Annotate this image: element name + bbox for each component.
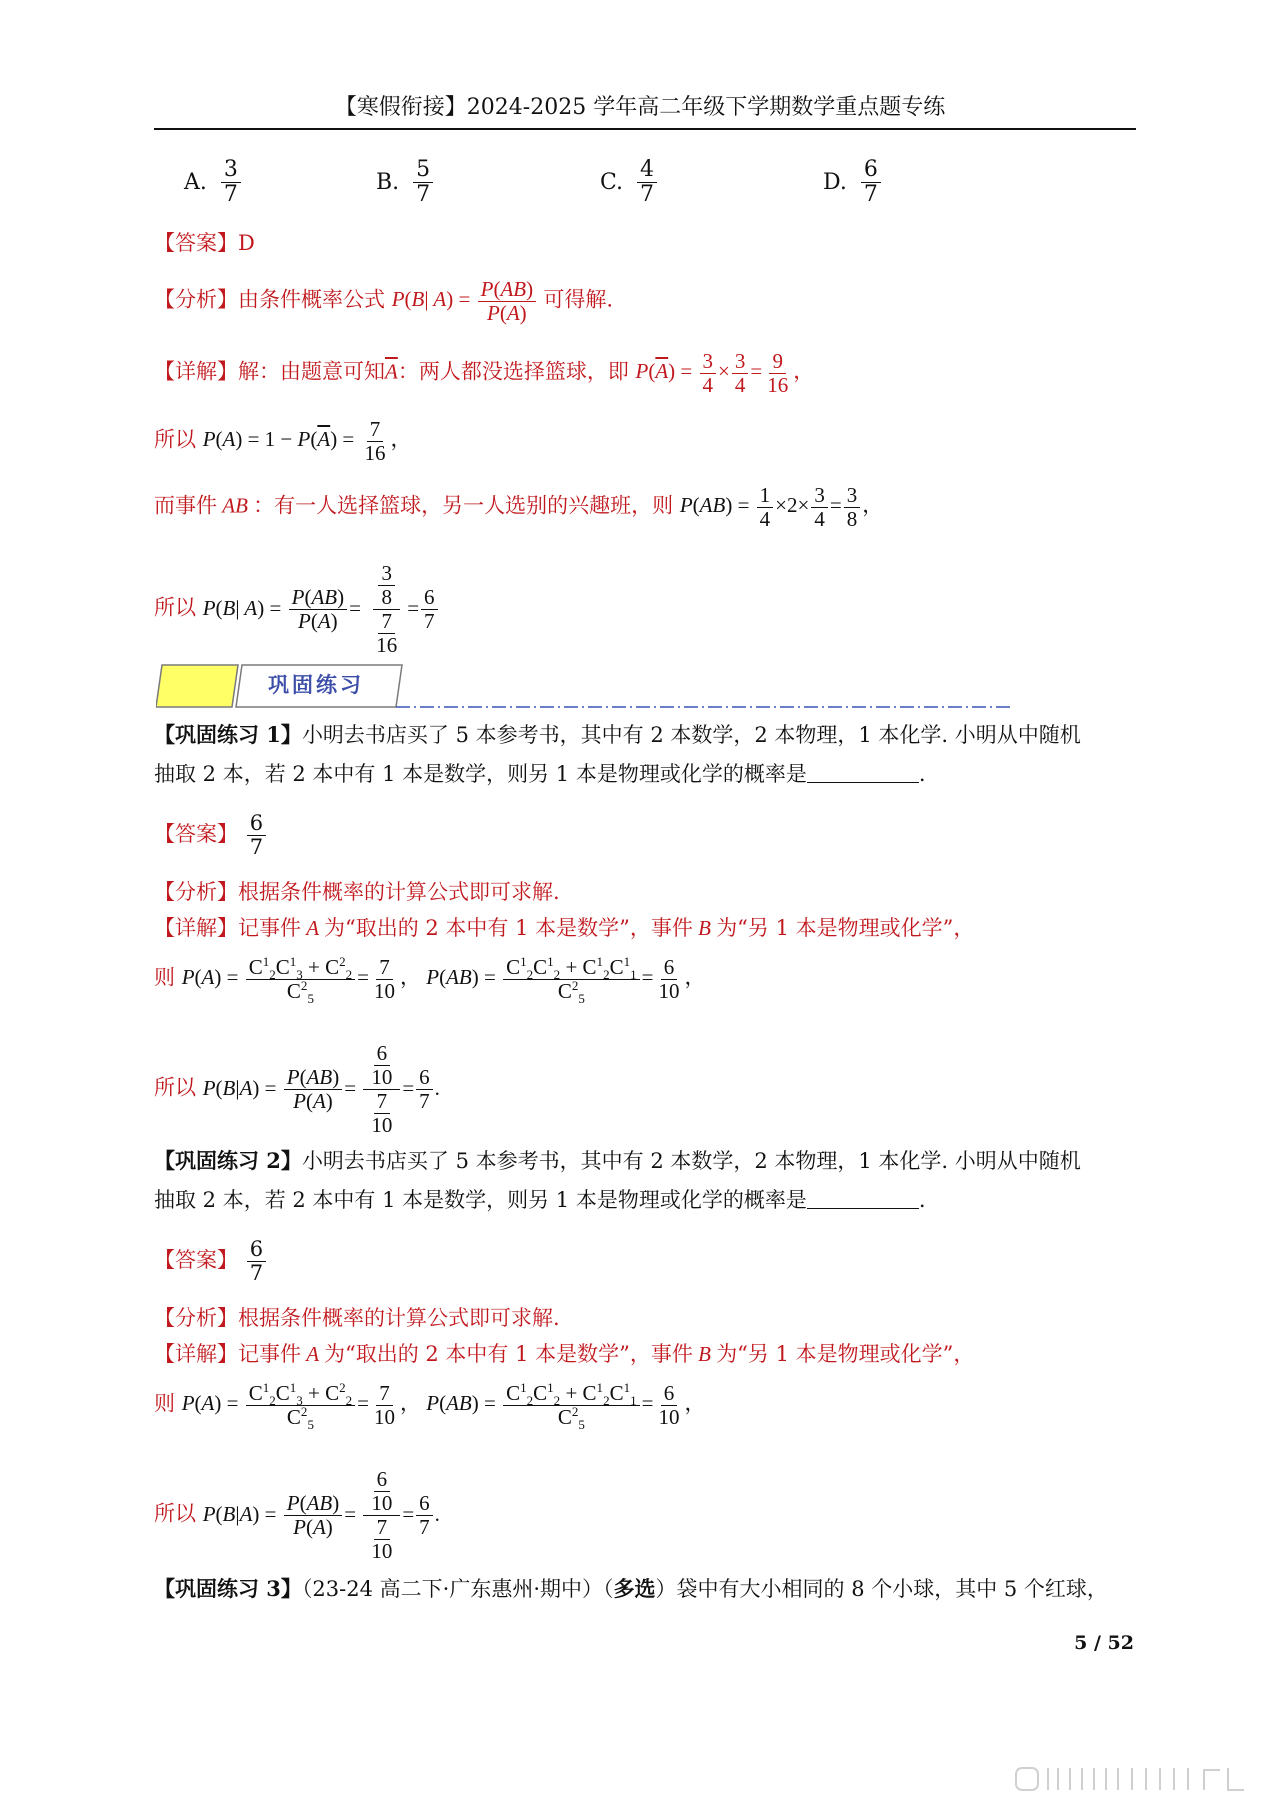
watermark-logo	[1014, 1764, 1250, 1794]
analysis-tag: 【分析】	[154, 1306, 238, 1330]
detail-line-2	[154, 418, 412, 465]
ex2-detail-line: 【详解】记事件 A 为“取出的 2 本中有 1 本是数学”，事件 B 为“另 1 本是物理或化学”，	[154, 1342, 975, 1366]
analysis-text: 由条件概率公式	[238, 287, 385, 312]
formula-p-a: $P(A) = 1 - P(\overline{A})$ = $\frac{7}{16}$ ，	[202, 417, 412, 466]
answer-tag: 【答案】	[154, 231, 238, 255]
formula-ex1-pba: P(B|A) = $\frac{P(AB)}{P(A)}$ = $\frac{\frac{6}{10}}{\frac{7}{10}}$ = $\frac{6}{7}$ .	[202, 1041, 440, 1138]
detail-text-a: 记事件	[238, 1342, 301, 1366]
answer-blank	[807, 1208, 919, 1209]
detail-line-3: 而事件 AB ：有一人选择篮球，另一人选别的兴趣班，则 P(AB) = $\frac{1}{4}$ ×2× $\frac{3}{4}$ = $\frac{3}{8}$ ，	[154, 483, 884, 532]
analysis-text: 根据条件概率的计算公式即可求解.	[238, 880, 560, 904]
page-number: 5 / 52	[1074, 1632, 1134, 1654]
formula-p-ab: P(AB) = $\frac{1}{4}$ ×2× $\frac{3}{4}$ = $\frac{3}{8}$ ，	[679, 483, 884, 532]
exercise-2-text: 小明去书店买了 5 本参考书，其中有 2 本数学，2 本物理，1 本化学. 小明从中随机	[301, 1149, 1081, 1173]
exercise-2-line-2: 抽取 2 本，若 2 本中有 1 本是数学，则另 1 本是物理或化学的概率是 .	[154, 1188, 926, 1212]
exercise-3-text: ）袋中有大小相同的 8 个小球，其中 5 个红球，	[655, 1577, 1108, 1601]
formula-ex2-pba: P(B|A) = $\frac{P(AB)}{P(A)}$ = $\frac{\frac{6}{10}}{\frac{7}{10}}$ = $\frac{6}{7}$ .	[202, 1467, 440, 1564]
exercise-3-tag: 【巩固练习 3】	[154, 1576, 302, 1601]
formula-conditional: P(B| A) = $\frac{P(AB)}{P(A)}$	[392, 287, 544, 311]
exercise-3-line-1	[154, 1578, 1108, 1600]
ex1-formula-line-1	[154, 954, 706, 1007]
answer-blank	[807, 782, 919, 783]
detail-text-b: 为“取出的 2 本中有 1 本是数学”，事件	[323, 916, 693, 940]
ex2-answer-line	[154, 1238, 268, 1285]
analysis-tag: 【分析】	[154, 880, 238, 904]
page-header-title: 【寒假衔接】2024-2025 学年高二年级下学期数学重点题专练	[334, 95, 946, 120]
answer-line	[154, 233, 255, 254]
exercise-1-line-2: 抽取 2 本，若 2 本中有 1 本是数学，则另 1 本是物理或化学的概率是 .	[154, 762, 926, 786]
exercise-2-tag: 【巩固练习 2】	[154, 1148, 302, 1173]
option-fraction: $\frac{4}{7}$	[637, 158, 657, 207]
option-a	[184, 158, 243, 207]
so-text: 所以	[154, 595, 196, 620]
multi-select-label: 多选	[613, 1576, 656, 1601]
option-b	[376, 158, 435, 207]
detail-line-1: 【详解】解：由题意可知$\overline{A}$：两人都没选择篮球，即 $P(\overline{A})$ = $\frac{3}{4}$ × $\frac{3}{4}$ = $\frac{9}{16}$ ，	[154, 349, 815, 398]
option-letter: B.	[376, 170, 400, 196]
detail-tag: 【详解】	[154, 916, 238, 940]
detail-text-2: ：两人都没选择篮球，即	[397, 359, 629, 384]
then-text: 则	[154, 1391, 175, 1416]
detail-text-a: 记事件	[238, 916, 301, 940]
answer-fraction: $\frac{6}{7}$	[247, 812, 266, 859]
ex1-analysis-line	[154, 882, 560, 903]
formula-p-abar: $P(\overline{A})$ = $\frac{3}{4}$ × $\frac{3}{4}$ = $\frac{9}{16}$ ，	[635, 349, 815, 398]
ex2-analysis-line	[154, 1308, 560, 1329]
section-banner	[156, 663, 1016, 713]
ex1-formula-line-2	[154, 1042, 440, 1137]
answer-tag: 【答案】	[154, 822, 238, 847]
detail-text-c: 为“另 1 本是物理或化学”，	[716, 916, 975, 940]
detail-tag: 【详解】	[154, 1342, 238, 1366]
so-text: 所以	[154, 1501, 196, 1526]
formula-p-b-given-a: P(B| A) = $\frac{P(AB)}{P(A)}$ = $\frac{\frac{3}{8}}{\frac{7}{16}}$ = $\frac{6}{7}$	[203, 596, 440, 620]
ex2-formula-line-1	[154, 1380, 706, 1433]
so-text: 所以	[154, 427, 196, 452]
ex2-formula-line-2	[154, 1468, 440, 1563]
ex1-detail-line: 【详解】记事件 A 为“取出的 2 本中有 1 本是数学”，事件 B 为“另 1 本是物理或化学”，	[154, 916, 975, 940]
then-text: 则	[154, 965, 175, 990]
event-text: 而事件	[154, 493, 217, 518]
exercise-1-tag: 【巩固练习 1】	[154, 722, 302, 747]
option-d	[823, 158, 883, 207]
option-letter: A.	[184, 170, 207, 196]
option-fraction: $\frac{3}{7}$	[221, 158, 241, 207]
exercise-1-line-1	[154, 724, 1081, 746]
detail-text-c: 为“另 1 本是物理或化学”，	[716, 1342, 975, 1366]
event-text-2: ：有一人选择篮球，另一人选别的兴趣班，则	[253, 493, 674, 518]
exercise-3-source: （23-24 高二下·广东惠州·期中）（	[301, 1577, 614, 1601]
answer-fraction: $\frac{6}{7}$	[247, 1238, 266, 1285]
section-title: 巩固练习	[268, 672, 364, 697]
detail-text: 解：由题意可知	[238, 359, 385, 384]
exercise-1-text-2: 抽取 2 本，若 2 本中有 1 本是数学，则另 1 本是物理或化学的概率是	[154, 762, 807, 786]
header-rule	[154, 128, 1136, 130]
formula-ex2-pa: P(A) = $\frac{C^1_2C^1_3 + C^2_2}{C^2_5}$ = $\frac{7}{10}$ ， P(AB) = $\frac{C^1_2C^1_2 + C^1_2C^1_1}{C^2_5}$ = $\frac{6}{10}$ ，	[181, 1380, 706, 1433]
option-fraction: $\frac{5}{7}$	[413, 158, 433, 207]
ex1-answer-line	[154, 812, 268, 859]
analysis-line	[154, 278, 613, 325]
detail-line-4	[154, 562, 440, 657]
exercise-2-line-1	[154, 1150, 1081, 1172]
detail-text-b: 为“取出的 2 本中有 1 本是数学”，事件	[323, 1342, 693, 1366]
formula-ex1-pa: P(A) = $\frac{C^1_2C^1_3 + C^2_2}{C^2_5}$ = $\frac{7}{10}$ ， P(AB) = $\frac{C^1_2C^1_2 + C^1_2C^1_1}{C^2_5}$ = $\frac{6}{10}$ ，	[181, 954, 706, 1007]
option-letter: D.	[823, 170, 847, 196]
option-c	[600, 158, 659, 207]
so-text: 所以	[154, 1075, 196, 1100]
analysis-text-end: 可得解.	[543, 287, 614, 312]
answer-tag: 【答案】	[154, 1248, 238, 1273]
exercise-1-text: 小明去书店买了 5 本参考书，其中有 2 本数学，2 本物理，1 本化学. 小明从中随机	[301, 723, 1081, 747]
option-letter: C.	[600, 170, 624, 196]
exercise-2-text-2: 抽取 2 本，若 2 本中有 1 本是数学，则另 1 本是物理或化学的概率是	[154, 1188, 807, 1212]
answer-value: D	[238, 231, 255, 255]
analysis-text: 根据条件概率的计算公式即可求解.	[238, 1306, 560, 1330]
detail-tag: 【详解】	[154, 359, 238, 384]
option-fraction: $\frac{6}{7}$	[861, 158, 881, 207]
analysis-tag: 【分析】	[154, 287, 238, 312]
